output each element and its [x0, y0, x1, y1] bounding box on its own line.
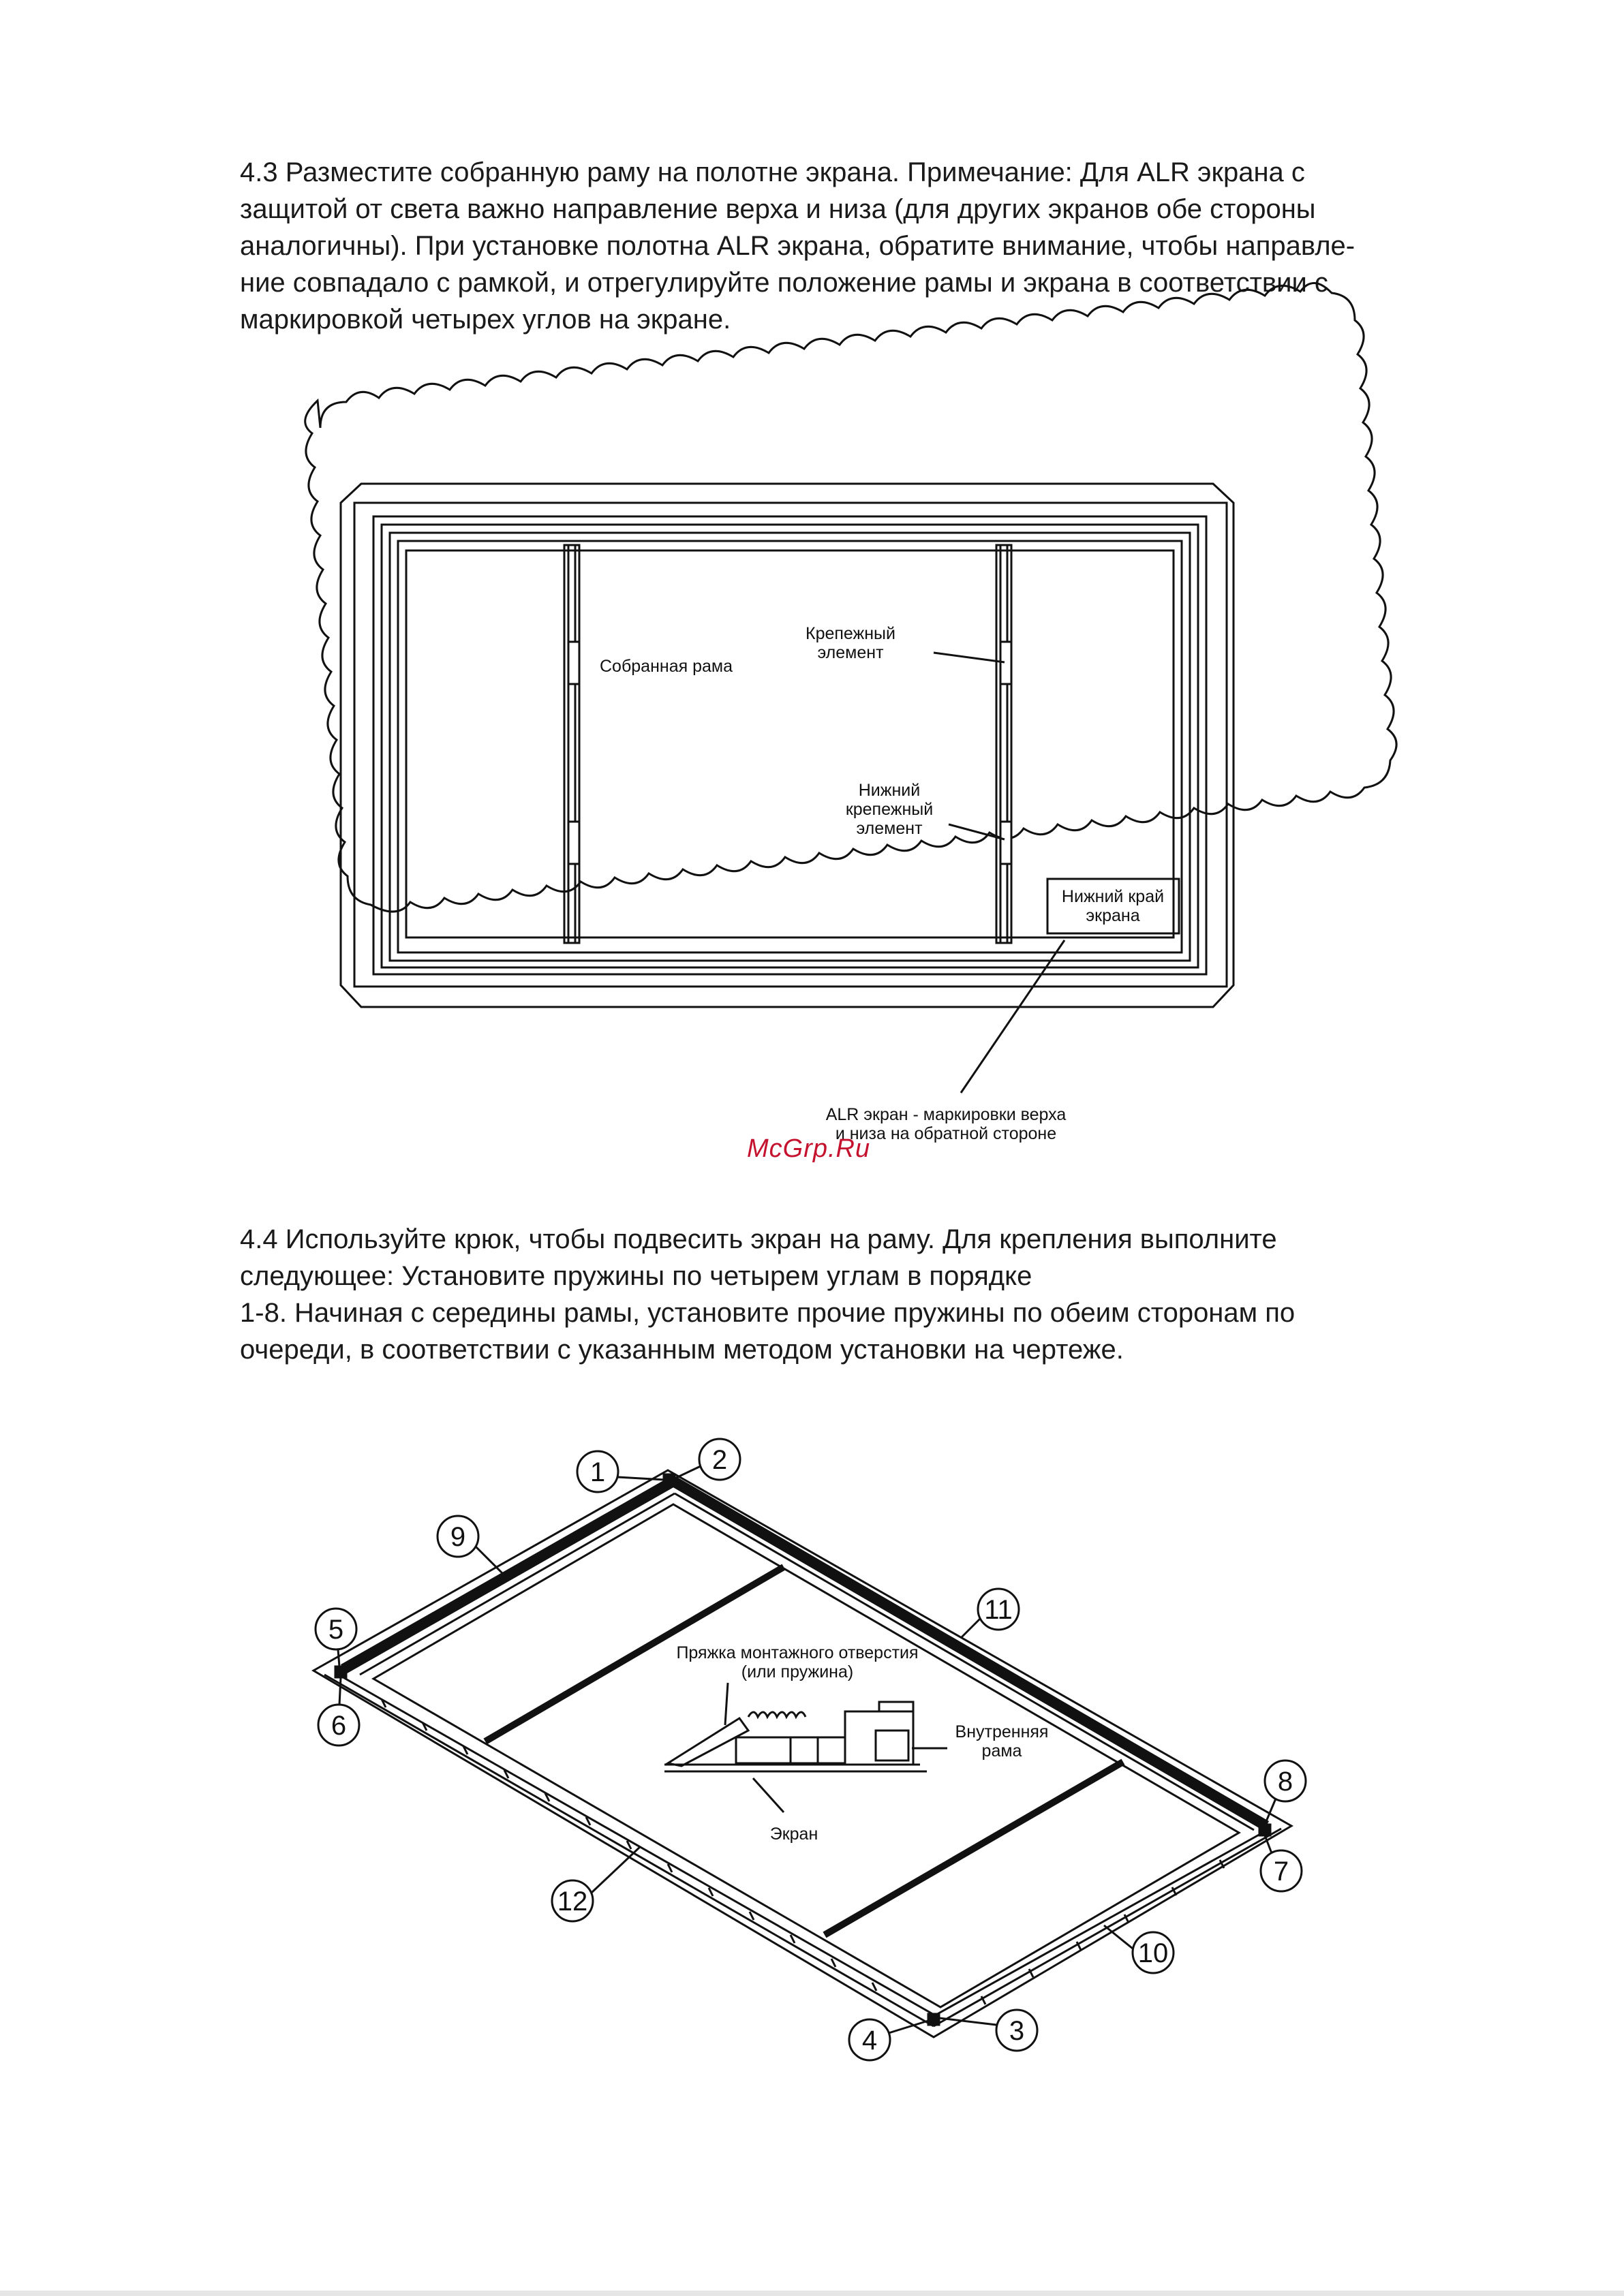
label-buckle-line2: (или пружина) [741, 1662, 854, 1681]
label-lower-fastener-line3: элемент [856, 819, 923, 838]
label-screen: Экран [769, 1825, 818, 1844]
iso-crossbar [825, 1762, 1123, 1935]
callout-9-label: 9 [450, 1522, 466, 1552]
page-bottom-edge [0, 2291, 1624, 2296]
callout-1-label: 1 [589, 1457, 606, 1487]
callout-7-label: 7 [1273, 1857, 1289, 1887]
callout-4-label: 4 [861, 2026, 878, 2055]
text-line: следующее: Установите пружины по четырем углам в порядке [240, 1261, 1032, 1291]
label-inner-frame-line2: рама [981, 1741, 1022, 1760]
callout-5-label: 5 [328, 1615, 344, 1645]
callout-12-label: 12 [557, 1887, 588, 1917]
label-lower-fastener-line2: крепежный [845, 800, 934, 819]
label-alr-markings-line2: и низа на обратной стороне [835, 1124, 1057, 1143]
callout-11-label: 11 [984, 1595, 1013, 1625]
callout-3-label: 3 [1009, 2016, 1025, 2046]
text-line: 4.3 Разместите собранную раму на полотне экрана. Примечание: Для ALR экрана с [240, 157, 1305, 187]
text-line: 1-8. Начиная с середины рамы, установите прочие пружины по обеим сторонам по [240, 1298, 1296, 1328]
text-line: маркировкой четырех углов на экране. [240, 305, 731, 335]
text-line: 4.4 Используйте крюк, чтобы подвесить экран на раму. Для крепления выполните [240, 1224, 1277, 1254]
label-fastener-line1: Крепежный [806, 624, 895, 643]
callout-8-label: 8 [1277, 1767, 1293, 1797]
label-fastener-line2: элемент [817, 643, 884, 662]
text-line: защитой от света важно направление верха и низа (для других экранов обе стороны [240, 194, 1316, 224]
label-bottom-edge-line1: Нижний край [1061, 887, 1165, 906]
callout-10-label: 10 [1137, 1938, 1169, 1968]
text-line: ние совпадало с рамкой, и отрегулируйте положение рамы и экрана в соответствии с [240, 268, 1328, 298]
watermark: McGrp.Ru [747, 1134, 871, 1163]
label-buckle-line1: Пряжка монтажного отверстия [676, 1643, 919, 1662]
label-lower-fastener-line1: Нижний [858, 781, 921, 800]
label-bottom-edge-line2: экрана [1086, 906, 1140, 925]
callout-2-label: 2 [711, 1445, 728, 1475]
text-line: аналогичны). При установке полотна ALR экрана, обратите внимание, чтобы направле- [240, 231, 1355, 261]
label-assembled-frame: Собранная рама [600, 657, 733, 676]
profile-detail [664, 1683, 947, 1812]
text-line: очереди, в соответствии с указанным методом установки на чертеже. [240, 1335, 1124, 1365]
label-inner-frame-line1: Внутренняя [955, 1722, 1049, 1741]
callout-6-label: 6 [331, 1711, 347, 1741]
label-alr-markings-line1: ALR экран - маркировки верха [825, 1105, 1067, 1124]
